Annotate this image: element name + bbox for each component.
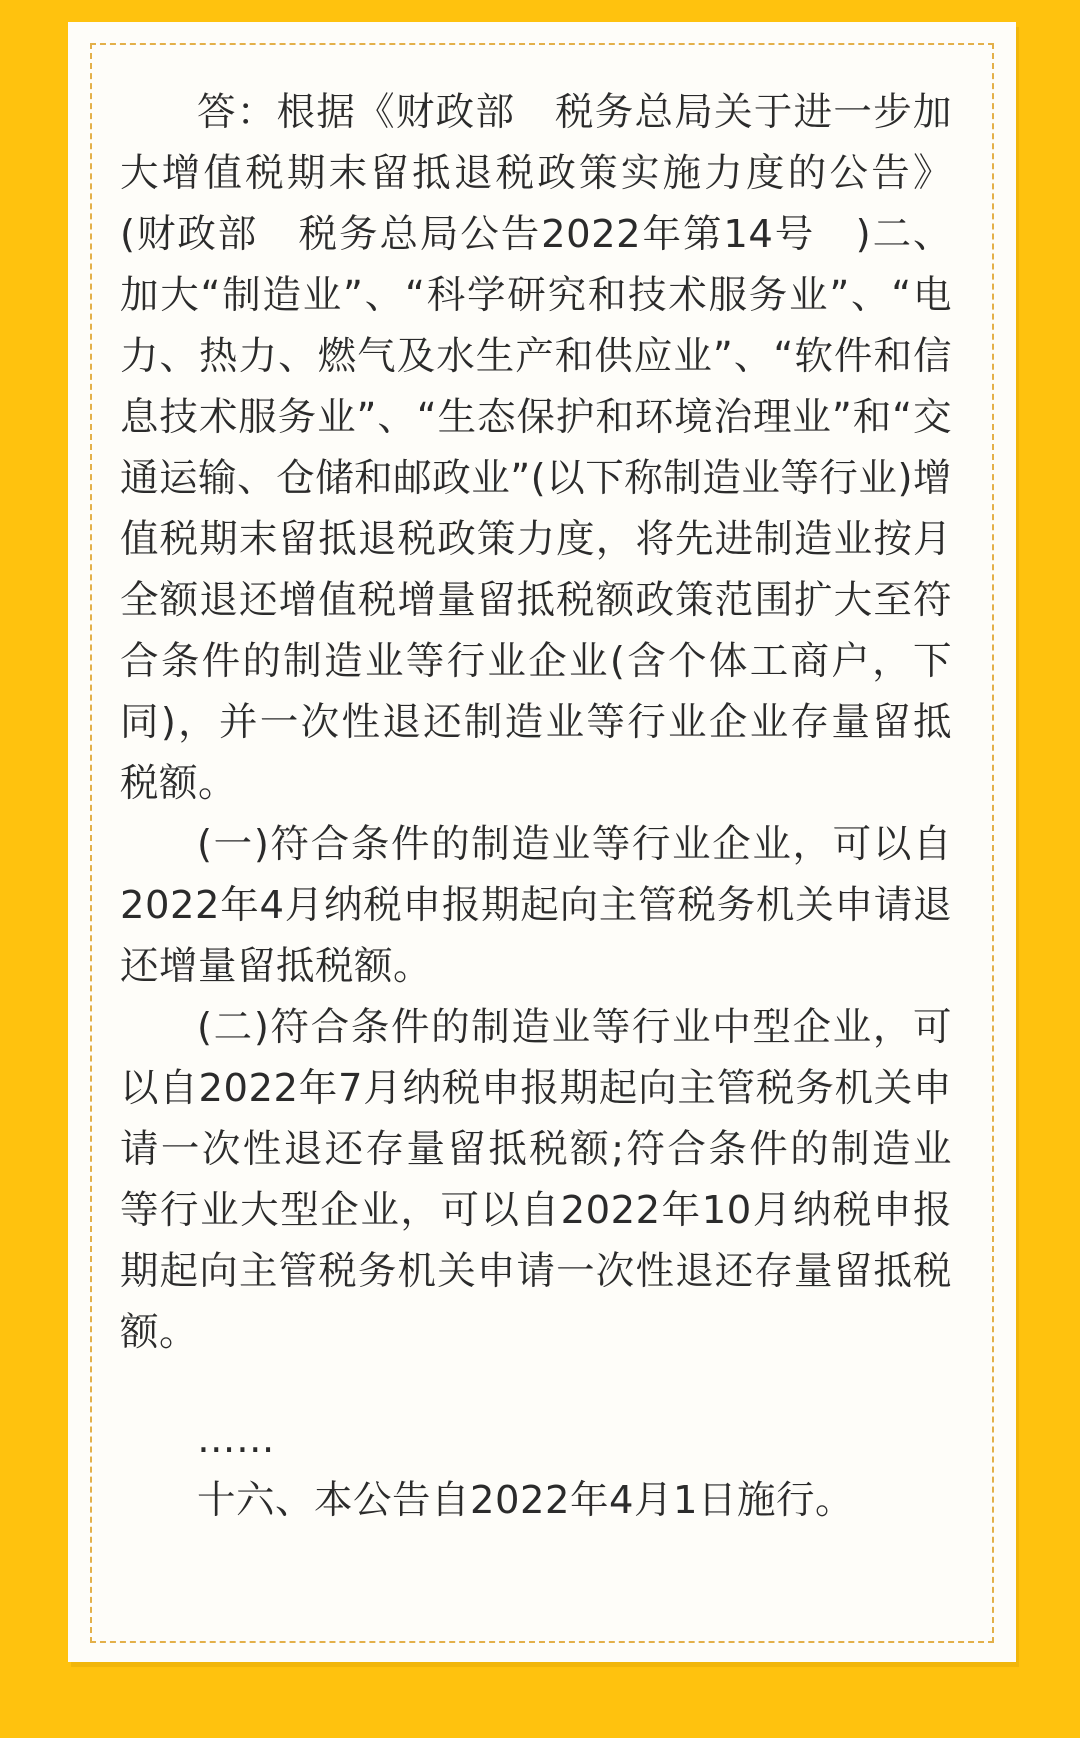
paragraph-item-two: (二)符合条件的制造业等行业中型企业，可以自2022年7月纳税申报期起向主管税务机关申请一次性退还存量留抵税额;符合条件的制造业等行业大型企业，可以自2022年10月纳税申报期起向主管税务机关申请一次性退还存量留抵税额。 (120, 1005, 952, 1355)
paragraph-answer-intro: 答：根据《财政部 税务总局关于进一步加大增值税期末留抵退税政策实施力度的公告》(财政部 税务总局公告2022年第14号 )二、加大“制造业”、“科学研究和技术服务业”、“电力、热力、燃气及水生产和供应业”、“软件和信息技术服务业”、“生态保护和环境治理业”和“交通运输、仓储和邮政业”(以下称制造业等行业)增值税期末留抵退税政策力度，将先进制造业按月全额退还增值税增量留抵税额政策范围扩大至符合条件的制造业等行业企业(含个体工商户，下同)，并一次性退还制造业等行业企业存量留抵税额。 (120, 90, 952, 806)
content-card (68, 22, 1016, 1662)
paragraph-item-one: (一)符合条件的制造业等行业企业，可以自2022年4月纳税申报期起向主管税务机关申请退还增量留抵税额。 (120, 822, 952, 989)
document-body (120, 82, 952, 1531)
paragraph-effective-date: 十六、本公告自2022年4月1日施行。 (197, 1478, 854, 1523)
paragraph-ellipsis: …… (197, 1417, 275, 1462)
